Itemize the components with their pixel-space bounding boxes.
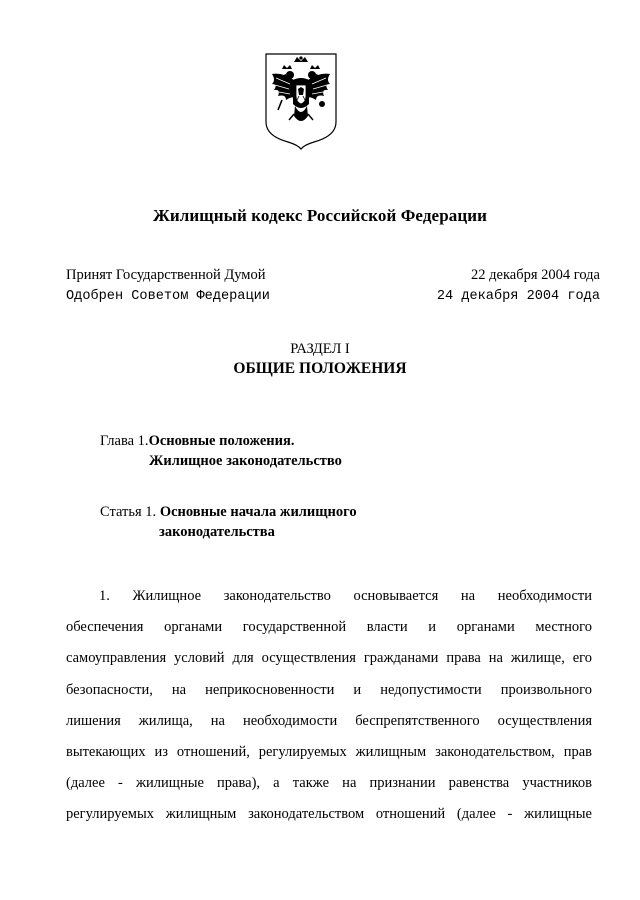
article-paragraph: [66, 586, 592, 836]
article-title-line1: Основные начала жилищного: [159, 504, 357, 520]
chapter-prefix: Глава 1.: [100, 433, 149, 449]
section-heading: [0, 341, 640, 378]
paragraph-line: (далее - жилищные права), а также на признании равенства участников: [66, 775, 592, 792]
adoption-row: [66, 267, 600, 284]
paragraph-line: самоуправления условий для осуществления гражданами права на жилище, его: [66, 650, 592, 667]
approval-row: [66, 289, 600, 304]
document-title: Жилищный кодекс Российской Федерации: [152, 206, 488, 225]
approved-label: Одобрен Советом Федерации: [66, 289, 270, 304]
approved-date: 24 декабря 2004 года: [436, 289, 600, 304]
chapter-title-line1: Основные положения.: [148, 433, 295, 449]
paragraph-line: 1. Жилищное законодательство основывается на необходимости: [99, 588, 592, 604]
article-prefix: Статья 1.: [100, 504, 157, 520]
adopted-date: 22 декабря 2004 года: [471, 267, 600, 283]
paragraph-line: регулируемых жилищным законодательством отношений (далее - жилищные: [66, 806, 592, 823]
coat-of-arms-icon: [264, 52, 338, 150]
paragraph-line: вытекающих из отношений, регулируемых жилищным законодательством, прав: [66, 743, 592, 760]
paragraph-line: лишения жилища, на необходимости беспрепятственного осуществления: [66, 712, 592, 729]
adopted-label: Принят Государственной Думой: [66, 267, 266, 283]
article-title-line2: законодательства: [159, 524, 275, 540]
paragraph-line: обеспечения органами государственной власти и органами местного: [66, 619, 592, 636]
chapter-title-line2: Жилищное законодательство: [149, 453, 342, 469]
article-heading: [100, 502, 357, 542]
section-label: РАЗДЕЛ I: [290, 341, 350, 357]
paragraph-line: безопасности, на неприкосновенности и недопустимости произвольного: [66, 681, 592, 698]
chapter-heading: [100, 431, 342, 471]
section-name: ОБЩИЕ ПОЛОЖЕНИЯ: [233, 360, 407, 377]
